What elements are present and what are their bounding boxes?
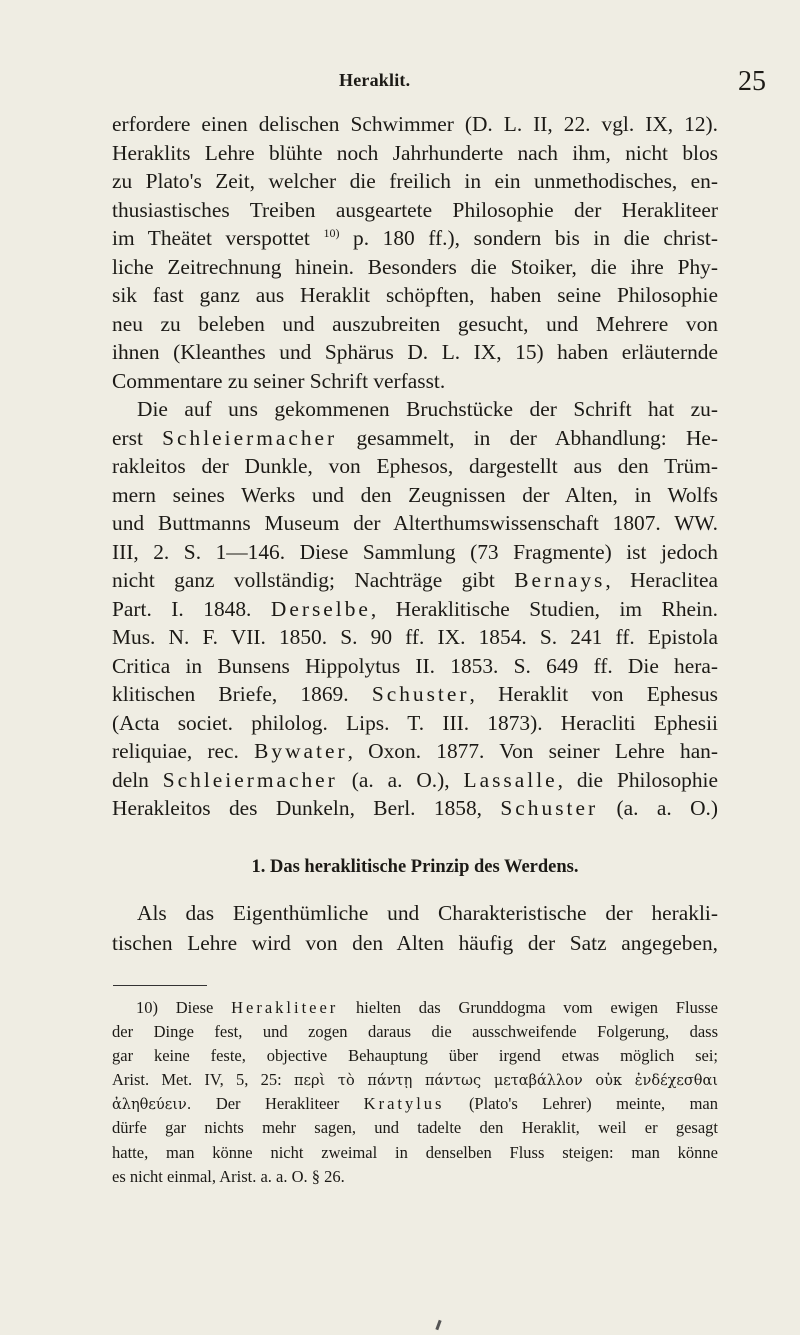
text-line: rakleitos der Dunkle, von Ephesos, dargestellt aus den Trüm-	[112, 454, 718, 478]
text-line: thusiastisches Treiben ausgeartete Philosophie der Herakliteer	[112, 197, 718, 222]
text-span: deln	[112, 767, 163, 792]
text-line	[112, 595, 718, 624]
text-line	[112, 224, 718, 253]
text-span: gesammelt, in der Abhandlung: He-	[337, 425, 718, 450]
section-text	[112, 898, 718, 958]
text-line: liche Zeitrechnung hinein. Besonders die Stoiker, die ihre Phy-	[112, 254, 718, 279]
main-text	[112, 110, 718, 823]
text-line: Mus. N. F. VII. 1850. S. 90 ff. IX. 1854. S. 241 ff. Epistola	[112, 625, 718, 649]
text-line: Critica in Bunsens Hippolytus II. 1853. S. 649 ff. Die hera-	[112, 653, 718, 678]
footnote-marker: 10)	[323, 225, 340, 240]
text-span: klitischen Briefe, 1869.	[112, 682, 372, 706]
footnote-line: dürfe gar nichts mehr sagen, und tadelte den Heraklit, weil er gesagt	[112, 1118, 718, 1138]
text-line: Commentare zu seiner Schrift verfasst.	[112, 368, 446, 393]
author-name: Schuster	[500, 796, 599, 820]
text-span: , Heraclitea	[605, 568, 718, 592]
text-span: , die Philosophie	[557, 767, 718, 792]
text-line: III, 2. S. 1—146. Diese Sammlung (73 Fragmente) ist jedoch	[112, 539, 718, 564]
text-line	[112, 794, 718, 823]
text-span: p. 180 ff.), sondern bis in die christ-	[339, 226, 718, 250]
text-span: reliquiae, rec.	[112, 739, 255, 763]
page-header	[0, 66, 800, 96]
text-span: (Plato's Lehrer) meinte, man	[444, 1094, 718, 1114]
text-line	[112, 737, 718, 766]
author-name: Schuster	[371, 682, 470, 706]
text-span: Herakleitos des Dunkeln, Berl. 1858,	[112, 796, 501, 820]
footnote-line: hatte, man könne nicht zweimal in denselben Fluss steigen: man könne	[112, 1142, 718, 1162]
author-name: Lassalle	[463, 767, 558, 792]
text-line	[112, 680, 718, 709]
text-span: Arist. Met. IV, 5, 25:	[112, 1070, 294, 1090]
page-number: 25	[738, 66, 766, 97]
text-line: tischen Lehre wird von den Alten häufig der Satz angegeben,	[112, 931, 718, 955]
footnote-line: es nicht einmal, Arist. a. a. O. § 26.	[112, 1166, 345, 1186]
footnote-line	[112, 1092, 718, 1116]
text-span: (a. a. O.),	[337, 767, 464, 792]
author-name: Bywater	[254, 739, 348, 763]
text-span: , Heraklit von Ephesus	[469, 682, 718, 706]
text-span: , Oxon. 1877. Von seiner Lehre han-	[347, 739, 718, 763]
author-name: Herakliteer	[231, 998, 339, 1017]
text-line: Heraklits Lehre blühte noch Jahrhunderte nach ihm, nicht blos	[112, 140, 718, 165]
text-line: (Acta societ. philolog. Lips. T. III. 1873). Heracliti Ephesii	[112, 710, 718, 735]
footnote-line: der Dinge fest, und zogen daraus die ausschweifende Folgerung, dass	[112, 1022, 718, 1042]
text-line: und Buttmanns Museum der Alterthumswissenschaft 1807. WW.	[112, 511, 718, 535]
text-line: ihnen (Kleanthes und Sphärus D. L. IX, 15) haben erläuternde	[112, 340, 718, 364]
greek-quote: ἀληθεύειν.	[112, 1097, 192, 1114]
footnote-line	[112, 1068, 718, 1092]
text-span: Der Herakliteer	[191, 1094, 364, 1114]
author-name: Schleiermacher	[162, 425, 338, 450]
text-line: zu Plato's Zeit, welcher die freilich in ein unmethodisches, en-	[112, 169, 718, 193]
footnote-line	[112, 996, 718, 1020]
section-heading: 1. Das heraklitische Prinzip des Werdens.	[251, 857, 579, 877]
author-name: Bernays	[514, 568, 606, 592]
text-span: nicht ganz vollständig; Nachträge gibt	[112, 568, 515, 592]
text-span: 10) Diese	[136, 998, 232, 1017]
text-span: erst	[112, 425, 163, 450]
author-name: Schleiermacher	[162, 767, 338, 792]
greek-quote: περὶ τὸ πάντῃ πάντως μεταβάλλον οὐκ ἐνδέχεσθαι	[293, 1073, 718, 1090]
footnote-line: gar keine feste, objective Behauptung über irgend etwas möglich sei;	[112, 1046, 718, 1066]
author-name: Kratylus	[363, 1094, 445, 1114]
text-span: hielten das Grunddogma vom ewigen Flusse	[338, 998, 718, 1017]
text-line	[112, 566, 718, 595]
text-line	[112, 766, 718, 795]
text-span: Part. I. 1848.	[112, 596, 271, 621]
text-line: Die auf uns gekommenen Bruchstücke der Schrift hat zu-	[137, 397, 718, 421]
text-span: im Theätet verspottet	[112, 226, 310, 250]
running-title: Heraklit.	[339, 70, 411, 90]
author-name: Derselbe	[270, 596, 371, 621]
footnote-10	[112, 996, 718, 1189]
text-span: , Heraklitische Studien, im Rhein.	[370, 596, 718, 621]
text-line: Als das Eigenthümliche und Charakteristische der herakli-	[137, 901, 718, 925]
footnote-divider	[113, 985, 207, 986]
paper-speck	[435, 1320, 441, 1330]
text-line: erfordere einen delischen Schwimmer (D. L. II, 22. vgl. IX, 12).	[112, 112, 718, 136]
text-line: mern seines Werks und den Zeugnissen der Alten, in Wolfs	[112, 482, 718, 507]
text-line: neu zu beleben und auszubreiten gesucht, und Mehrere von	[112, 311, 718, 336]
text-line: sik fast ganz aus Heraklit schöpften, haben seine Philosophie	[112, 283, 718, 307]
text-span: (a. a. O.)	[598, 796, 718, 820]
text-line	[112, 424, 718, 453]
